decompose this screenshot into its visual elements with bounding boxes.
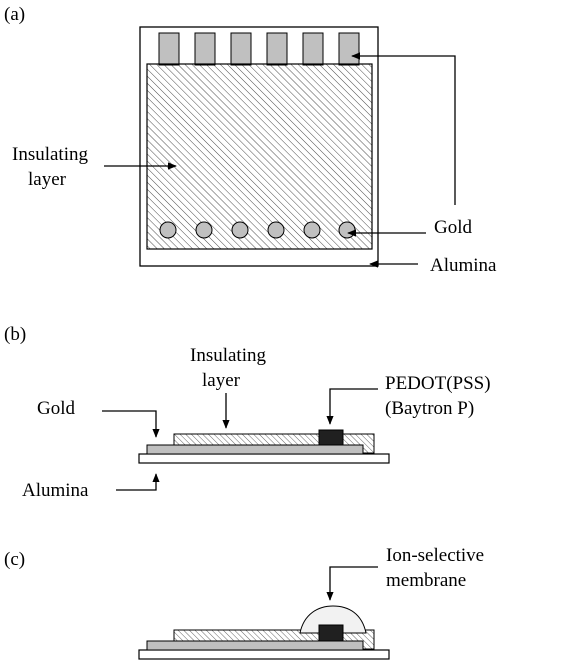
insulating-label-line1: Insulating: [190, 345, 266, 366]
contact-pad: [303, 33, 323, 65]
electrode-spot: [232, 222, 248, 238]
panel-b: [4, 324, 491, 501]
contact-pad: [267, 33, 287, 65]
gold-label: Gold: [37, 398, 75, 419]
membrane-arrow: [330, 567, 378, 600]
gold-label: Gold: [434, 217, 472, 238]
alumina-label: Alumina: [430, 255, 497, 276]
pedot-block: [319, 625, 343, 641]
contact-pad: [339, 33, 359, 65]
insulating-layer-top-view: [147, 64, 372, 249]
alumina-substrate: [139, 454, 389, 463]
membrane-label-line2: membrane: [386, 570, 467, 591]
membrane-label-line1: Ion-selective: [386, 545, 485, 566]
insulating-label-line1: Insulating: [12, 144, 88, 165]
gold-layer: [147, 445, 363, 454]
insulating-label-line2: layer: [28, 169, 66, 190]
alumina-substrate: [139, 650, 389, 659]
panel-a: [4, 4, 497, 276]
pedot-label-line2: (Baytron P): [385, 398, 475, 419]
cross-section-b: [139, 430, 389, 463]
electrode-spot: [268, 222, 284, 238]
pedot-block: [319, 430, 343, 445]
electrode-spot: [196, 222, 212, 238]
contact-pad: [231, 33, 251, 65]
insulating-label-line2: layer: [202, 370, 240, 391]
alumina-arrow: [116, 474, 156, 490]
contact-pad: [159, 33, 179, 65]
alumina-label: Alumina: [22, 480, 89, 501]
panel-c-label: (c): [4, 549, 26, 570]
pedot-label-line1: PEDOT(PSS): [385, 373, 491, 394]
contact-pad: [195, 33, 215, 65]
panel-c: [4, 545, 484, 659]
cross-section-c: [139, 606, 389, 659]
electrode-spot: [304, 222, 320, 238]
pedot-arrow: [330, 389, 378, 424]
panel-a-label: (a): [4, 4, 26, 25]
electrode-spot: [339, 222, 355, 238]
panel-b-label: (b): [4, 324, 27, 345]
gold-arrow: [102, 411, 156, 437]
electrode-spot: [160, 222, 176, 238]
gold-layer: [147, 641, 363, 650]
